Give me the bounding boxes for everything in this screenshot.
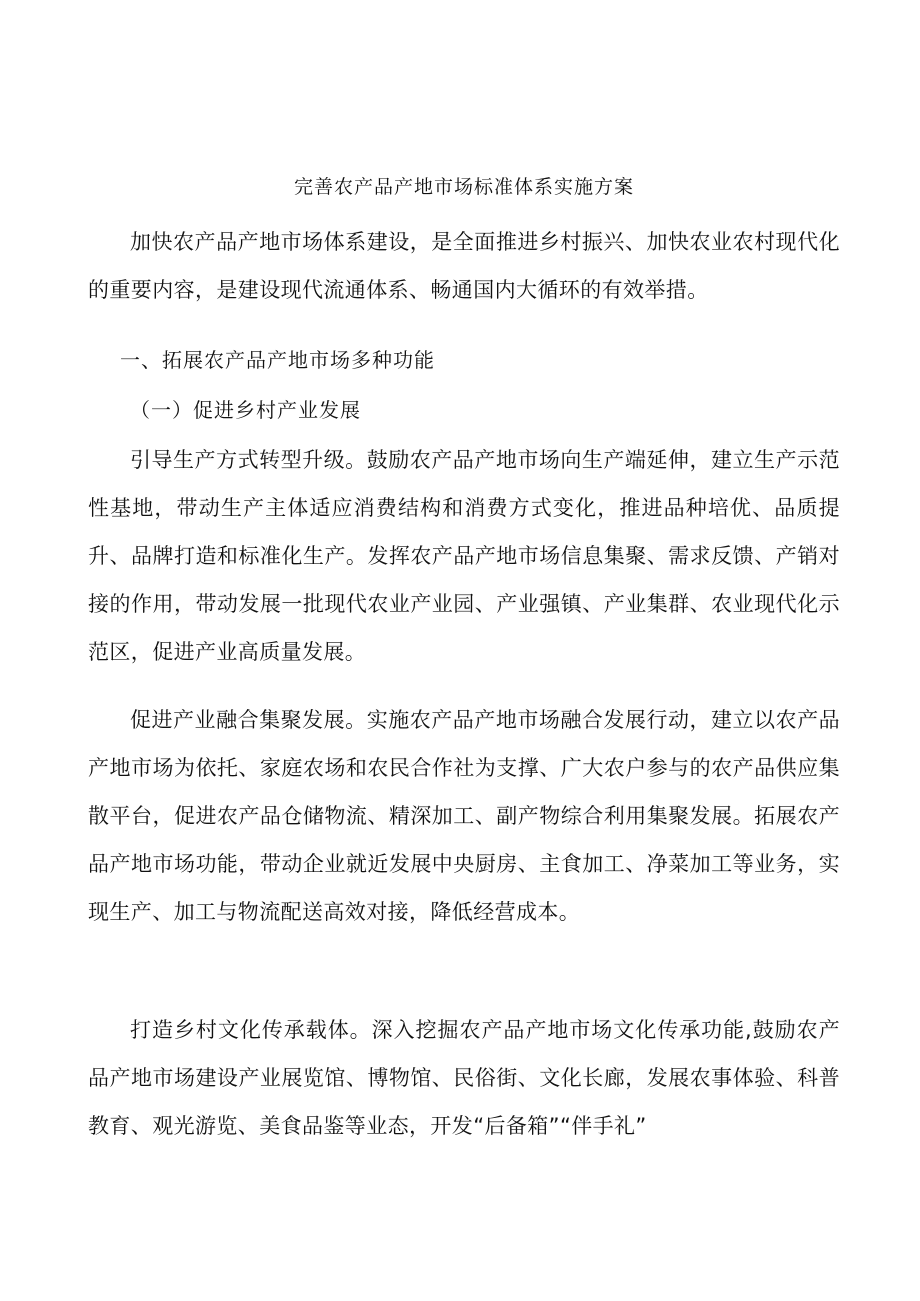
subsection-heading: （一）促进乡村产业发展 <box>130 398 361 422</box>
section-heading: 一、拓展农产品产地市场多种功能 <box>120 348 435 372</box>
body-paragraph: 引导生产方式转型升级。鼓励农产品产地市场向生产端延伸，建立生产示范性基地，带动生产主体适应消费结构和消费方式变化，推进品种培优、品质提升、品牌打造和标准化生产。发挥农产品产地市场信息集聚、需求反馈、产销对接的作用，带动发展一批现代农业产业园、产业强镇、产业集群、农业现代化示范区，促进产业高质量发展。 <box>88 448 840 664</box>
intro-paragraph: 加快农产品产地市场体系建设，是全面推进乡村振兴、加快农业农村现代化的重要内容，是建设现代流通体系、畅通国内大循环的有效举措。 <box>88 230 840 302</box>
document-title: 完善农产品产地市场标准体系实施方案 <box>293 176 634 198</box>
body-paragraph: 打造乡村文化传承载体。深入挖掘农产品产地市场文化传承功能,鼓励农产品产地市场建设产业展览馆、博物馆、民俗街、文化长廊，发展农事体验、科普教育、观光游览、美食品鉴等业态，开发“后备箱”“伴手礼” <box>88 1018 840 1138</box>
body-paragraph: 促进产业融合集聚发展。实施农产品产地市场融合发展行动，建立以农产品产地市场为依托、家庭农场和农民合作社为支撑、广大农户参与的农产品供应集散平台，促进农产品仓储物流、精深加工、副产物综合利用集聚发展。拓展农产品产地市场功能，带动企业就近发展中央厨房、主食加工、净菜加工等业务，实现生产、加工与物流配送高效对接，降低经营成本。 <box>88 708 840 924</box>
